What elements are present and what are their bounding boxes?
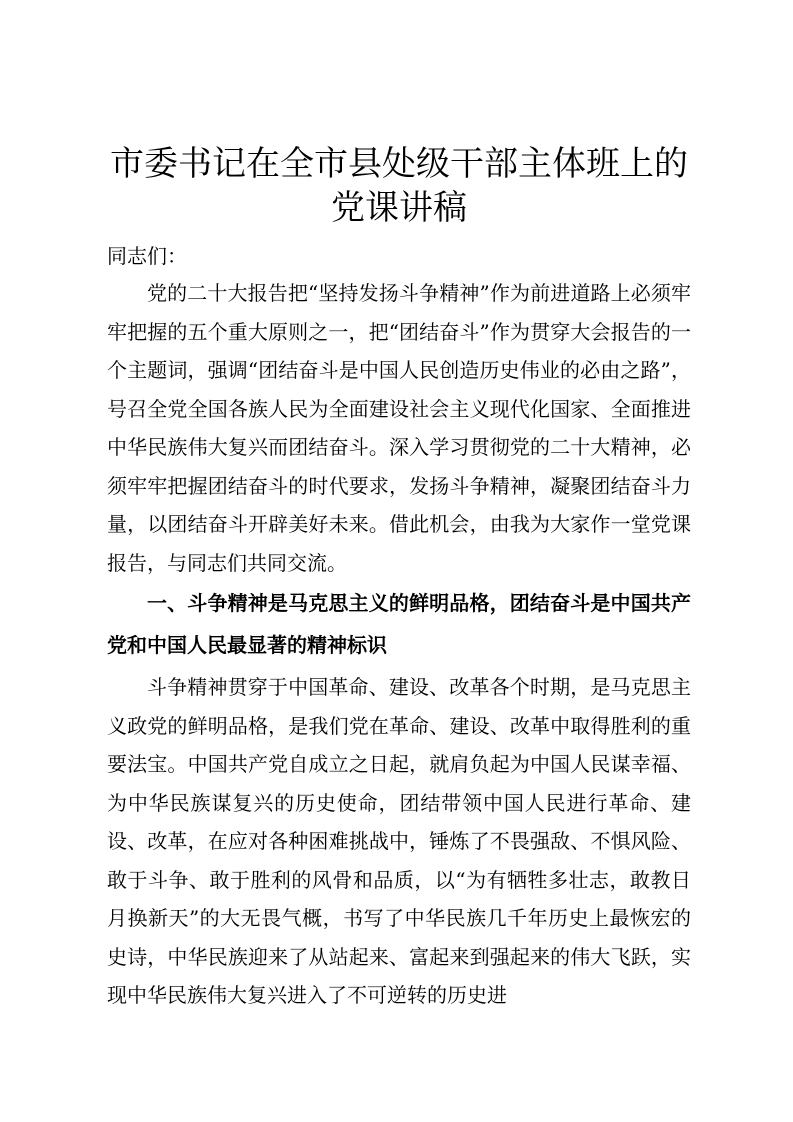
intro-paragraph: 党的二十大报告把“坚持发扬斗争精神”作为前进道路上必须牢牢把握的五个重大原则之一，把“团结奋斗”作为贯穿大会报告的一个主题词，强调“团结奋斗是中国人民创造历史伟业的必由之路”，号召全党全国各族人民为全面建设社会主义现代化国家、全面推进中华民族伟大复兴而团结奋斗。深入学习贯彻党的二十大精神，必须牢牢把握团结奋斗的时代要求，发扬斗争精神，凝聚团结奋斗力量，以团结奋斗开辟美好未来。借此机会，由我为大家作一堂党课报告，与同志们共同交流。: [107, 281, 691, 575]
section-1-paragraph: 斗争精神贯穿于中国革命、建设、改革各个时期，是马克思主义政党的鲜明品格，是我们党在革命、建设、改革中取得胜利的重要法宝。中国共产党自成立之日起，就肩负起为中国人民谋幸福、为中华民族谋复兴的历史使命，团结带领中国人民进行革命、建设、改革，在应对各种困难挑战中，锤炼了不畏强敌、不惧风险、敢于斗争、敢于胜利的风骨和品质，以“为有牺牲多壮志，敢教日月换新天”的大无畏气概，书写了中华民族几千年历史上最恢宏的史诗，中华民族迎来了从站起来、富起来到强起来的伟大飞跃，实现中华民族伟大复兴进入了不可逆转的历史进: [107, 675, 691, 1007]
document-body: [107, 142, 691, 1015]
document-title: 市委书记在全市县处级干部主体班上的党课讲稿: [110, 144, 688, 228]
section-heading-1: 一、斗争精神是马克思主义的鲜明品格，团结奋斗是中国共产党和中国人民最显著的精神标识: [107, 591, 691, 657]
salutation: 同志们：: [107, 244, 187, 268]
